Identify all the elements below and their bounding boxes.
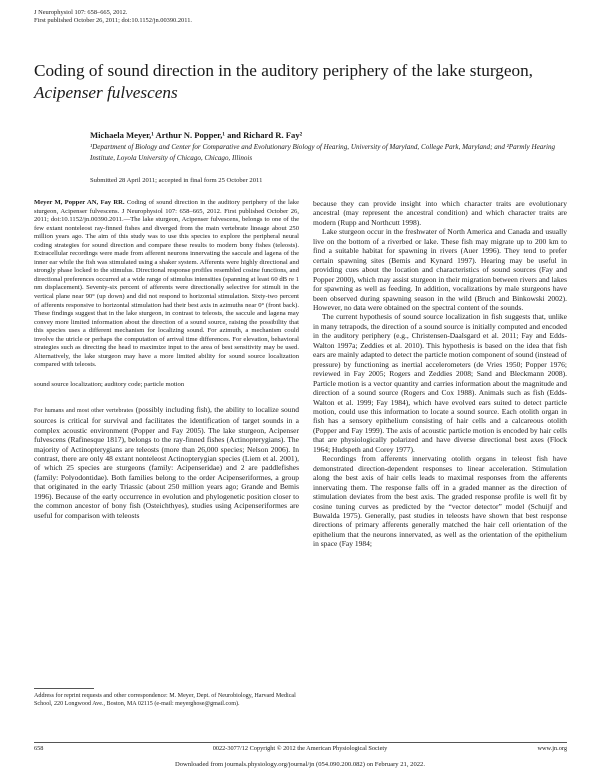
published-line: First published October 26, 2011; doi:10.1152/jn.00390.2011. bbox=[34, 17, 192, 24]
title-line-2: Acipenser fulvescens bbox=[34, 83, 178, 102]
abstract bbox=[34, 199, 299, 370]
abstract-text: Coding of sound direction in the auditory periphery of the lake sturgeon, Acipenser fulvescens. J Neurophysiol 107: 658–665, 2012. First published October 26, 2011; doi:10.1152/jn.00390.2011.—The lake sturgeon, Acipenser fulvescens, belongs to one of the few extant nonteleost ray-finned fishes and diverged from the main vertebrate lineage about 250 million years ago. The aim of this study was to use this species to explore the peripheral neural coding strategies for sound direction and compare these results to modern bony fishes (teleosts). Extracellular recordings were made from afferent neurons innervating the saccule and lagena of the inner ear while the fish was stimulated using a shaker system. Afferents were highly directional and strongly phase locked to the stimulus. Directional response profiles resembled cosine functions, and directional preferences occurred at a wide range of stimulus intensities (spanning at least 60 dB re 1 nm displacement). Seventy-six percent of afferents were directionally selective for stimuli in the vertical plane near 90° (up down) and did not respond to horizontal stimulation. Sixty-two percent of afferents responsive to horizontal stimulation had their best axis in azimuths near 0° (front back). These findings suggest that in the lake sturgeon, in contrast to teleosts, the saccule and lagena may convey more limited information about the direction of a sound source, raising the possibility that this species uses a different mechanism for localizing sound. For azimuth, a mechanism could involve the utricle or perhaps the computation of arrival time differences. For elevation, behavioral strategies such as directing the head to maximize input to the area of best sensitivity may be used. Alternatively, the lake sturgeon may have a more limited ability for sound source localization compared with teleosts. bbox=[34, 199, 299, 369]
affiliations: ¹Department of Biology and Center for Comparative and Evolutionary Biology of Hearing, University of Maryland, College Park, Maryland; and ²Parmly Hearing Institute, Loyola University of Chicago, Chicago, Illinois bbox=[90, 143, 556, 162]
footer-divider bbox=[34, 742, 567, 743]
journal-website: www.jn.org bbox=[537, 745, 567, 752]
copyright-line: 0022-3077/12 Copyright © 2012 the American Physiological Society bbox=[212, 745, 388, 752]
author-list: Michaela Meyer,¹ Arthur N. Popper,¹ and Richard R. Fay² bbox=[90, 130, 303, 140]
footnote-divider bbox=[34, 688, 94, 689]
left-column bbox=[34, 199, 299, 520]
title-line-1: Coding of sound direction in the auditory periphery of the lake sturgeon, bbox=[34, 61, 533, 80]
right-column bbox=[313, 199, 567, 549]
abstract-authors: Meyer M, Popper AN, Fay RR. bbox=[34, 199, 125, 206]
intro-paragraph bbox=[34, 405, 299, 520]
body-paragraph-3: The current hypothesis of sound source localization in fish suggests that, unlike in many tetrapods, the direction of a sound source is initially computed and encoded in the auditory periphery (e.g., Christensen-Daalsgard et al. 2011; Fay and Edds-Walton 1997a; Zeddies et al. 2010). This hypothesis is based on the idea that fish ears are mainly adapted to detect the particle motion component of sound (instead of pressure) by functioning as inertial accelerometers (de Vries 1950; Popper 1976; reviewed in Fay 2005; Rogers and Zeddies 2008; Sand and Bleckmann 2008). Particle motion is a vector quantity and carries information about the magnitude and direction of a sound source (Rogers and Cox 1988). Animals such as fish (Edds-Walton et al. 1999; Fay 1984), which have evolved ears suited to detect particle motion, could use this information to locate a sound source. Each otolith organ in fish has a sensory epithelium consisting of hair cells and a calcareous otolith (Popper and Fay 1999). The axis of acoustic particle motion is encoded by hair cells that are physiologically polarized and have diverse directional best axes (Flock 1964; Hudspeth and Corey 1977). bbox=[313, 312, 567, 454]
download-notice: Downloaded from journals.physiology.org/journal/jn (054.090.200.082) on February 21, 2022. bbox=[175, 761, 425, 768]
intro-lead: For humans and most other vertebrates bbox=[34, 407, 134, 414]
article-title bbox=[34, 60, 574, 104]
correspondence-footnote: Address for reprint requests and other correspondence: M. Meyer, Dept. of Neurobiology, Harvard Medical School, 220 Longwood Ave., Boston, MA 02115 (e-mail: meyerghose@gmail.com). bbox=[34, 693, 296, 708]
journal-header bbox=[34, 9, 192, 25]
submission-dates: Submitted 28 April 2011; accepted in final form 25 October 2011 bbox=[90, 177, 263, 184]
journal-citation: J Neurophysiol 107: 658–665, 2012. bbox=[34, 9, 128, 16]
body-paragraph-1: because they can provide insight into which character traits are evolutionary ancestral (may represent the ancestral condition) and which character traits are modern (Rupp and Northcutt 1998). bbox=[313, 199, 567, 227]
page-number: 658 bbox=[34, 745, 44, 752]
intro-text: (possibly including fish), the ability to localize sound sources is critical for survival and facilitates the identification of target sounds in a complex acoustic environment (Popper and Fay 2005). The lake sturgeon, Acipenser fulvescens (Rafinesque 1817), belongs to the ray-finned fishes (Actinopterygians). The majority of Actinopterygians are teleosts (more than 26,000 species; Nelson 2006). In contrast, there are only 48 extant nonteleost Actinopterygian species (Liem et al. 2001), of which 25 species are sturgeons (family: Acipenseridae) and 2 are paddlefishes (family: Polyodontidae). Both families belong to the order Acipenseriformes, a group that originated in the early Triassic (about 250 million years ago; Grande and Bemis 1996). Because of the early occurrence in evolution and phylogenetic position closer to the common ancestor of bony fish (Osteichthyes), studies using Acipenseriformes are useful for comparison with teleosts bbox=[34, 404, 299, 520]
body-paragraph-2: Lake sturgeon occur in the freshwater of North America and Canada and usually live on the bottom of a riverbed or lake. These fish may migrate up to 200 km to find a suitable habitat for spawning in rivers (Auer 1996). They tend to prefer certain spawning sites (Bemis and Kynard 1997). Hearing may be useful in providing cues about the location and characteristics of sound sources (Fay and Popper 2000), which may assist sturgeon in their migration between rivers and lakes for spawning as well as feeding. In addition, vocalizations by male sturgeons have been observed during spawning season in the wild (Bruch and Binkowski 2002). However, no data were obtained on the spectral content of the sounds. bbox=[313, 227, 567, 312]
body-paragraph-4: Recordings from afferents innervating otolith organs in teleost fish have demonstrated direction-dependent responses to linear acceleration. Stimulation along the best axis of hair cells leads to maximal responses from the afferents innervating them. The response falls off in a graded manner as the direction of stimulation deviates from the best axis. The graded response profile is well fit by cosine tuning curves as predicted by the “vector detector” model (Schuijf and Buwalda 1975). Generally, past studies in teleosts have shown that best response directions of primary afferents generally matched the hair cell orientation of the epithelium that the neurons innervated, as well as the orientation of the epithelium in space (Fay 1984; bbox=[313, 454, 567, 549]
keywords: sound source localization; auditory code; particle motion bbox=[34, 380, 185, 388]
